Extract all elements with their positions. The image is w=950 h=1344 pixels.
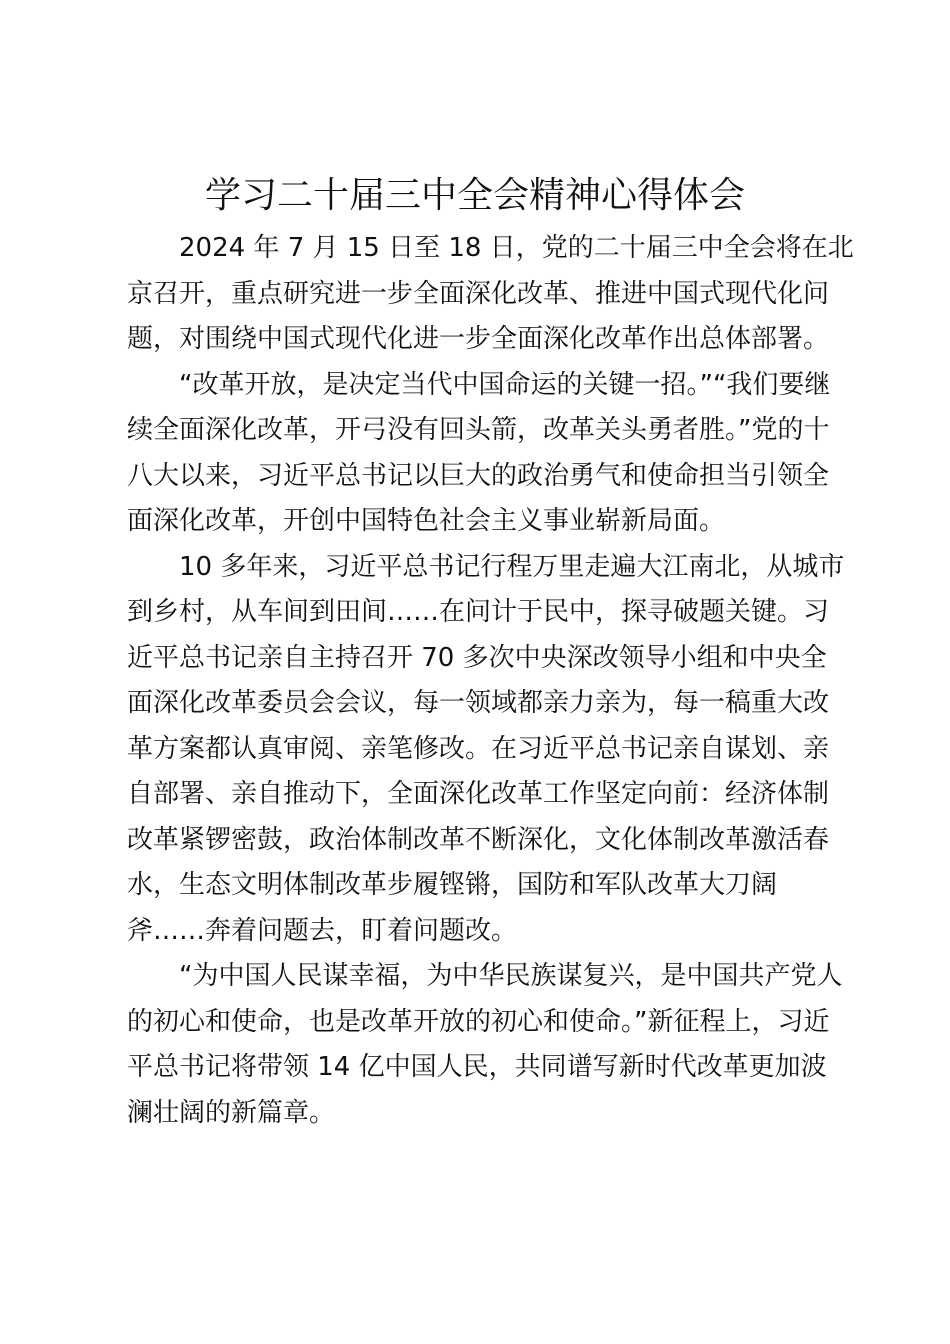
paragraph-3 bbox=[127, 545, 845, 955]
paragraph-line: 到乡村，从车间到田间……在问计于民中，探寻破题关键。习 bbox=[127, 597, 830, 627]
document-title: 学习二十届三中全会精神心得体会 bbox=[204, 175, 745, 216]
paragraph-line: 自部署、亲自推动下，全面深化改革工作坚定向前：经济体制 bbox=[127, 779, 830, 809]
paragraph-line: 八大以来，习近平总书记以巨大的政治勇气和使命担当引领全 bbox=[127, 460, 830, 491]
paragraph-line: 水，生态文明体制改革步履铿锵，国防和军队改革大刀阔 bbox=[127, 870, 778, 900]
paragraph-line: 斧……奔着问题去，盯着问题改。 bbox=[127, 915, 518, 946]
paragraph-line: 平总书记将带领 14 亿中国人民，共同谱写新时代改革更加波 bbox=[127, 1052, 827, 1082]
paragraph-4 bbox=[127, 954, 843, 1136]
paragraph-line: “改革开放，是决定当代中国命运的关键一招。”“我们要继 bbox=[179, 369, 831, 400]
paragraph-line: 京召开，重点研究进一步全面深化改革、推进中国式现代化问 bbox=[127, 278, 830, 309]
paragraph-line: 的初心和使命，也是改革开放的初心和使命。”新征程上，习近 bbox=[127, 1006, 830, 1037]
paragraph-line: 续全面深化改革，开弓没有回头箭，改革关头勇者胜。”党的十 bbox=[127, 415, 830, 445]
paragraph-line: 面深化改革，开创中国特色社会主义事业崭新局面。 bbox=[127, 506, 726, 536]
paragraph-line: 革方案都认真审阅、亲笔修改。在习近平总书记亲自谋划、亲 bbox=[127, 733, 830, 764]
paragraph-line: 改革紧锣密鼓，政治体制改革不断深化，文化体制改革激活春 bbox=[127, 824, 830, 855]
paragraph-line: “为中国人民谋幸福，为中华民族谋复兴，是中国共产党人 bbox=[179, 961, 843, 991]
paragraph-2 bbox=[127, 363, 832, 545]
paragraph-line: 近平总书记亲自主持召开 70 多次中央深改领导小组和中央全 bbox=[127, 642, 827, 673]
paragraph-line: 题，对围绕中国式现代化进一步全面深化改革作出总体部署。 bbox=[127, 324, 830, 354]
paragraph-line: 澜壮阔的新篇章。 bbox=[127, 1097, 336, 1128]
paragraph-line: 2024 年 7 月 15 日至 18 日，党的二十届三中全会将在北 bbox=[179, 233, 854, 263]
paragraph-1 bbox=[127, 226, 854, 363]
document-body bbox=[127, 226, 854, 1136]
paragraph-line: 面深化改革委员会会议，每一领域都亲力亲为，每一稿重大改 bbox=[127, 688, 830, 718]
paragraph-line: 10 多年来，习近平总书记行程万里走遍大江南北，从城市 bbox=[179, 551, 845, 582]
